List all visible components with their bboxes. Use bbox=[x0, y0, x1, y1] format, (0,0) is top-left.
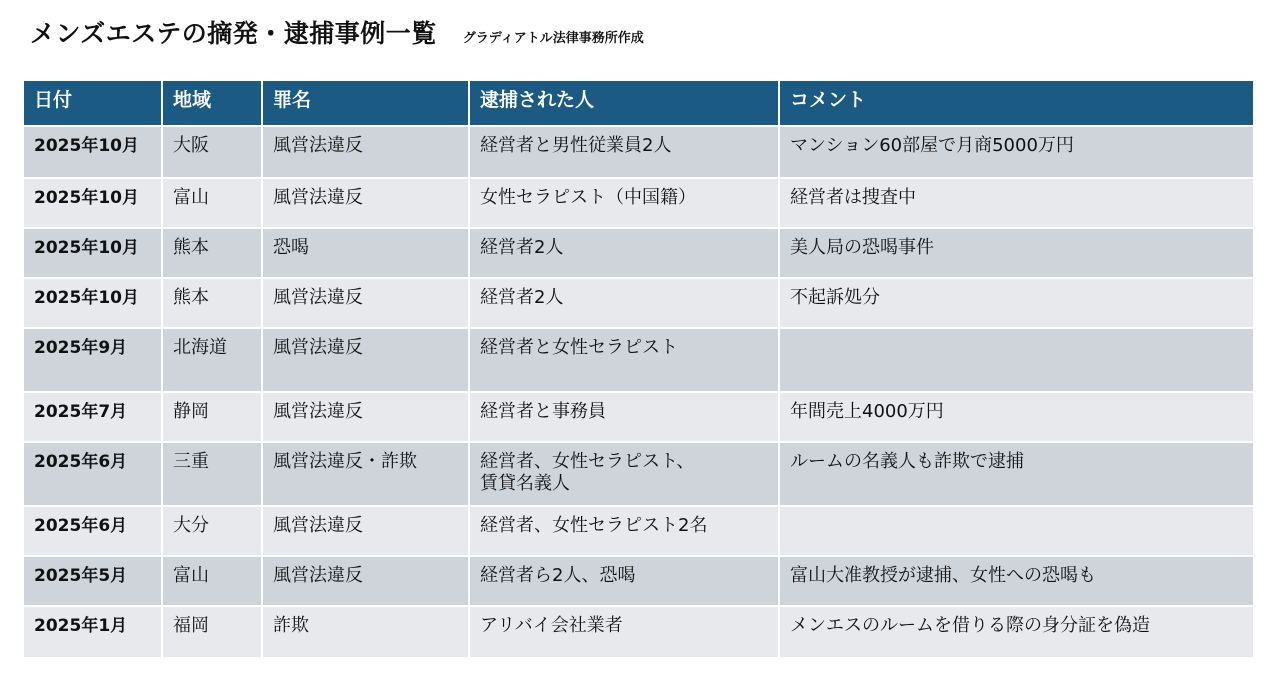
cell-region: 熊本 bbox=[162, 228, 262, 278]
cell-charge: 風営法違反 bbox=[262, 506, 469, 556]
cell-comment: ルームの名義人も詐欺で逮捕 bbox=[779, 442, 1254, 506]
cell-charge: 風営法違反・詐欺 bbox=[262, 442, 469, 506]
page-header bbox=[30, 14, 644, 50]
column-header-arrested: 逮捕された人 bbox=[469, 80, 779, 126]
cell-region: 大阪 bbox=[162, 126, 262, 178]
cell-region: 北海道 bbox=[162, 328, 262, 392]
cell-charge: 恐喝 bbox=[262, 228, 469, 278]
cell-region: 三重 bbox=[162, 442, 262, 506]
cell-date: 2025年1月 bbox=[23, 606, 162, 658]
cell-comment: 経営者は捜査中 bbox=[779, 178, 1254, 228]
cell-arrested: アリバイ会社業者 bbox=[469, 606, 779, 658]
cell-date: 2025年10月 bbox=[23, 278, 162, 328]
column-header-charge: 罪名 bbox=[262, 80, 469, 126]
column-header-region: 地域 bbox=[162, 80, 262, 126]
table-row bbox=[23, 392, 1254, 442]
cell-comment: 美人局の恐喝事件 bbox=[779, 228, 1254, 278]
cell-comment: 年間売上4000万円 bbox=[779, 392, 1254, 442]
page-title: メンズエステの摘発・逮捕事例一覧 bbox=[30, 19, 437, 48]
table-row bbox=[23, 556, 1254, 606]
table-row bbox=[23, 228, 1254, 278]
cell-arrested: 経営者2人 bbox=[469, 278, 779, 328]
cell-region: 熊本 bbox=[162, 278, 262, 328]
cell-date: 2025年10月 bbox=[23, 126, 162, 178]
cell-region: 富山 bbox=[162, 556, 262, 606]
cell-comment: マンション60部屋で月商5000万円 bbox=[779, 126, 1254, 178]
cell-charge: 風営法違反 bbox=[262, 278, 469, 328]
cell-charge: 風営法違反 bbox=[262, 392, 469, 442]
table-row bbox=[23, 442, 1254, 506]
table-row bbox=[23, 126, 1254, 178]
cell-date: 2025年10月 bbox=[23, 178, 162, 228]
cell-date: 2025年5月 bbox=[23, 556, 162, 606]
arrest-cases-table bbox=[22, 79, 1255, 659]
cell-charge: 詐欺 bbox=[262, 606, 469, 658]
cell-arrested: 経営者、女性セラピスト、 賃貸名義人 bbox=[469, 442, 779, 506]
cell-arrested: 経営者2人 bbox=[469, 228, 779, 278]
cell-arrested: 経営者と男性従業員2人 bbox=[469, 126, 779, 178]
table-row bbox=[23, 606, 1254, 658]
cell-region: 静岡 bbox=[162, 392, 262, 442]
table-header-row bbox=[23, 80, 1254, 126]
cell-charge: 風営法違反 bbox=[262, 328, 469, 392]
cell-date: 2025年6月 bbox=[23, 506, 162, 556]
cell-date: 2025年6月 bbox=[23, 442, 162, 506]
cell-region: 富山 bbox=[162, 178, 262, 228]
cell-charge: 風営法違反 bbox=[262, 556, 469, 606]
table-row bbox=[23, 278, 1254, 328]
cell-charge: 風営法違反 bbox=[262, 178, 469, 228]
cell-comment: 不起訴処分 bbox=[779, 278, 1254, 328]
cell-arrested: 経営者と女性セラピスト bbox=[469, 328, 779, 392]
cell-charge: 風営法違反 bbox=[262, 126, 469, 178]
cell-arrested: 経営者と事務員 bbox=[469, 392, 779, 442]
table-row bbox=[23, 506, 1254, 556]
cell-date: 2025年7月 bbox=[23, 392, 162, 442]
cell-region: 大分 bbox=[162, 506, 262, 556]
cell-date: 2025年10月 bbox=[23, 228, 162, 278]
column-header-comment: コメント bbox=[779, 80, 1254, 126]
page-subtitle: グラディアトル法律事務所作成 bbox=[462, 31, 644, 46]
cell-arrested: 経営者ら2人、恐喝 bbox=[469, 556, 779, 606]
cell-region: 福岡 bbox=[162, 606, 262, 658]
table-row bbox=[23, 328, 1254, 392]
cell-comment: メンエスのルームを借りる際の身分証を偽造 bbox=[779, 606, 1254, 658]
cell-comment bbox=[779, 506, 1254, 556]
cell-comment: 富山大准教授が逮捕、女性への恐喝も bbox=[779, 556, 1254, 606]
cell-date: 2025年9月 bbox=[23, 328, 162, 392]
cell-comment bbox=[779, 328, 1254, 392]
column-header-date: 日付 bbox=[23, 80, 162, 126]
cell-arrested: 女性セラピスト（中国籍） bbox=[469, 178, 779, 228]
table-row bbox=[23, 178, 1254, 228]
cell-arrested: 経営者、女性セラピスト2名 bbox=[469, 506, 779, 556]
